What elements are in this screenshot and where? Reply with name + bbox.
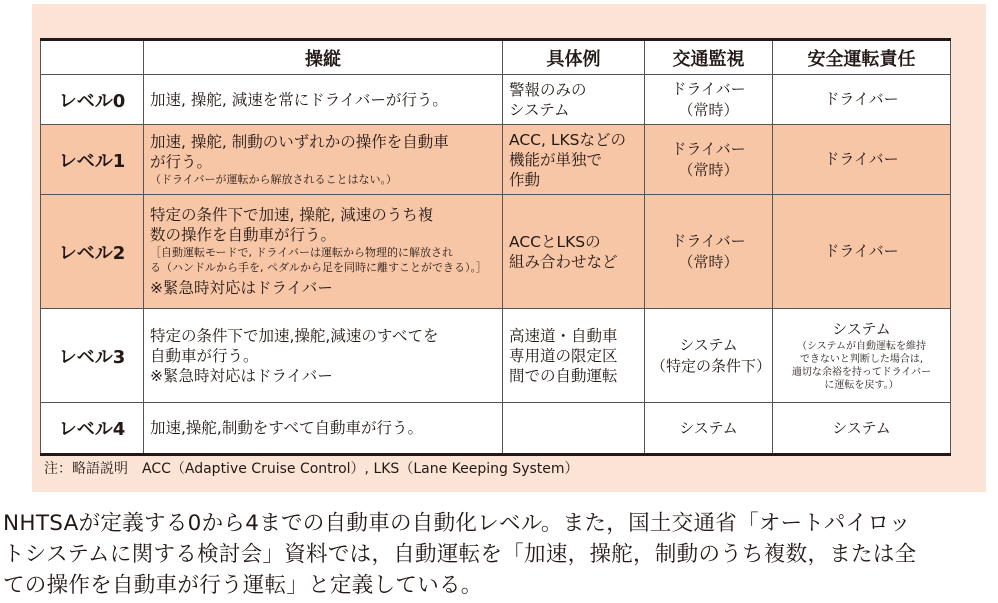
responsibility-note-line: 適切な余裕を持ってドライバー	[791, 367, 932, 378]
monitoring-line: （常時）	[678, 100, 739, 119]
operation-note-line: （ドライバーが運転から解放されることはない。）	[150, 173, 397, 186]
responsibility-cell	[773, 195, 951, 309]
operation-line: 数の操作を自動車が行う。	[150, 226, 337, 244]
table-row	[41, 125, 951, 195]
example-cell	[503, 125, 645, 195]
monitoring-cell	[645, 75, 773, 125]
example-line: 組み合わせなど	[509, 252, 618, 271]
operation-line: 特定の条件下で加速, 操舵, 減速のうち複	[150, 206, 434, 224]
responsibility-main: ドライバー	[824, 150, 899, 168]
header-example: 具体例	[503, 40, 645, 75]
monitoring-cell	[645, 125, 773, 195]
operation-cell	[144, 195, 503, 309]
monitoring-line: システム	[679, 335, 738, 354]
example-cell	[503, 195, 645, 309]
operation-line: 加速, 操舵, 制動のいずれかの操作を自動車	[150, 133, 449, 151]
example-cell	[503, 403, 645, 455]
example-cell	[503, 309, 645, 403]
example-line: 作動	[509, 170, 541, 189]
level-cell: レベル2	[41, 195, 144, 309]
level-cell: レベル0	[41, 75, 144, 125]
operation-line: 自動車が行う。	[150, 346, 259, 365]
example-line: 警報のみの	[509, 80, 587, 99]
caption-line: トシステムに関する検討会」資料では，自動運転を「加速，操舵，制動のうち複数，または全	[3, 542, 917, 567]
operation-line: が行う。	[150, 153, 213, 171]
operation-note-line: ［自動運転モードで, ドライバーは運転から物理的に解放され	[150, 246, 454, 259]
operation-cell	[144, 75, 503, 125]
responsibility-note-line: に運転を戻す。）	[824, 380, 899, 391]
operation-cell	[144, 125, 503, 195]
level-cell: レベル3	[41, 309, 144, 403]
caption-line: NHTSAが定義する0から4までの自動車の自動化レベル。また，国土交通省「オートパイロッ	[3, 511, 911, 536]
operation-line: 特定の条件下で加速,操舵,減速のすべてを	[150, 326, 439, 345]
header-operation: 操縦	[144, 40, 503, 75]
abbreviation-note: 注：略語説明 ACC（Adaptive Cruise Control）, LKS（Lane Keeping System）	[44, 461, 579, 477]
monitoring-line: ドライバー	[671, 231, 746, 250]
monitoring-line: （常時）	[678, 160, 739, 179]
operation-cell	[144, 309, 503, 403]
emergency-note: ※緊急時対応はドライバー	[150, 279, 333, 297]
example-line: 間での自動運転	[509, 366, 618, 385]
operation-line: 加速,操舵,制動をすべて自動車が行う。	[150, 419, 424, 437]
example-cell	[503, 75, 645, 125]
automation-level-table	[40, 38, 951, 456]
responsibility-note-line: できないと判断した場合は,	[799, 354, 924, 365]
header-monitoring: 交通監視	[645, 40, 773, 75]
level-cell: レベル1	[41, 125, 144, 195]
operation-line: 加速, 操舵, 減速を常にドライバーが行う。	[150, 90, 448, 109]
operation-note-line: る（ハンドルから手を, ペダルから足を同時に離すことができる）。］	[150, 261, 487, 274]
monitoring-line: （特定の条件下）	[651, 356, 772, 375]
table-row	[41, 195, 951, 309]
table-row	[41, 403, 951, 455]
operation-cell	[144, 403, 503, 455]
table-row	[41, 309, 951, 403]
responsibility-cell	[773, 403, 951, 455]
monitoring-cell	[645, 403, 773, 455]
responsibility-note-line: （システムが自動運転を維持	[797, 341, 926, 352]
responsibility-cell	[773, 125, 951, 195]
caption-line: ての操作を自動車が行う運転」と定義している。	[3, 573, 483, 598]
header-responsibility: 安全運転責任	[773, 40, 951, 75]
responsibility-cell	[773, 75, 951, 125]
responsibility-main: システム	[832, 320, 891, 338]
header-cell	[41, 40, 144, 75]
responsibility-main: ドライバー	[824, 242, 899, 260]
monitoring-line: ドライバー	[671, 139, 746, 158]
responsibility-cell	[773, 309, 951, 403]
monitoring-line: （常時）	[678, 252, 739, 271]
header-row	[41, 40, 951, 75]
operation-line: ※緊急時対応はドライバー	[150, 366, 333, 385]
example-line: 専用道の限定区	[509, 346, 618, 365]
monitoring-cell	[645, 309, 773, 403]
example-line: ACC, LKSなどの	[509, 130, 626, 149]
monitoring-cell	[645, 195, 773, 309]
figure-caption	[3, 508, 995, 601]
example-line: ACCとLKSの	[509, 232, 601, 251]
example-line: 機能が単独で	[509, 150, 603, 169]
responsibility-main: ドライバー	[824, 90, 899, 108]
responsibility-main: システム	[832, 418, 891, 437]
example-line: システム	[509, 100, 570, 119]
example-line: 高速道・自動車	[509, 326, 618, 345]
table-row	[41, 75, 951, 125]
monitoring-line: ドライバー	[671, 79, 746, 98]
level-cell: レベル4	[41, 403, 144, 455]
monitoring-line: システム	[679, 418, 738, 437]
